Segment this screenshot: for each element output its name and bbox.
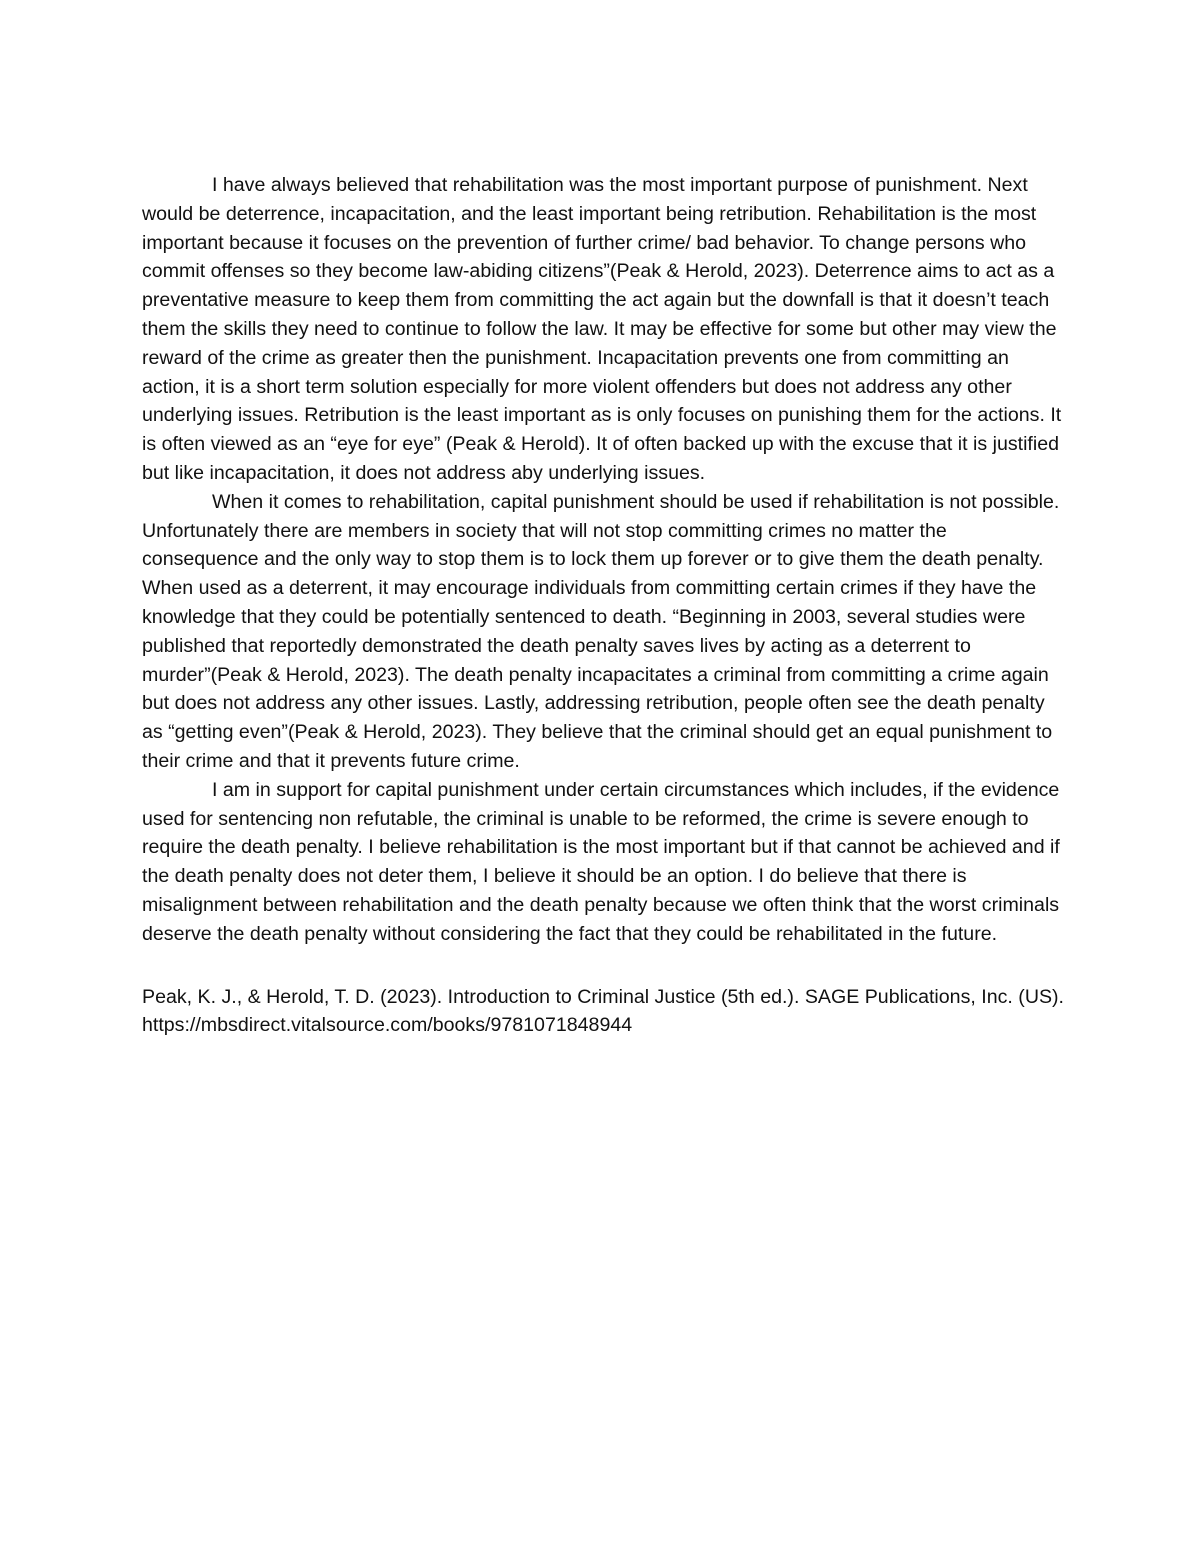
body-paragraph: I am in support for capital punishment under certain circumstances which includes, if the evidence used for sentencing non refutable, the criminal is unable to be reformed, the crime is severe enough to require the death penalty. I believe rehabilitation is the most important but if that cannot be achieved and if the death penalty does not deter them, I believe it should be an option. I do believe that there is misalignment between rehabilitation and the death penalty because we often think that the worst criminals deserve the death penalty without considering the fact that they could be rehabilitated in the future.: [142, 778, 1060, 945]
body-paragraph: I have always believed that rehabilitation was the most important purpose of punishment. Next would be deterrence, incapacitation, and the least important being retribution. Rehabilitation is the most important because it focuses on the prevention of further crime/ bad behavior. To change persons who commit offenses so they become law-abiding citizens”(Peak & Herold, 2023). Deterrence aims to act as a preventative measure to keep them from committing the act again but the downfall is that it doesn’t teach them the skills they need to continue to follow the law. It may be effective for some but other may view the reward of the crime as greater then the punishment. Incapacitation prevents one from committing an action, it is a short term solution especially for more violent offenders but does not address any other underlying issues. Retribution is the least important as is only focuses on punishing them for the actions. It is often viewed as an “eye for eye” (Peak & Herold). It of often backed up with the excuse that it is justified but like incapacitation, it does not address aby underlying issues.: [142, 174, 1062, 484]
reference-entry: Peak, K. J., & Herold, T. D. (2023). Introduction to Criminal Justice (5th ed.). SAGE Publications, Inc. (US). https://mbsdirect.vitalsource.com/books/9781071848944: [142, 985, 1065, 1037]
document-body: [142, 171, 1064, 1040]
reference-list: [142, 983, 1064, 1041]
body-paragraph: When it comes to rehabilitation, capital punishment should be used if rehabilitation is not possible. Unfortunately there are members in society that will not stop committing crimes no matter the consequence and the only way to stop them is to lock them up forever or to give them the death penalty. When used as a deterrent, it may encourage individuals from committing certain crimes if they have the knowledge that they could be potentially sentenced to death. “Beginning in 2003, several studies were published that reportedly demonstrated the death penalty saves lives by acting as a deterrent to murder”(Peak & Herold, 2023). The death penalty incapacitates a criminal from committing a crime again but does not address any other issues. Lastly, addressing retribution, people often see the death penalty as “getting even”(Peak & Herold, 2023). They believe that the criminal should get an equal punishment to their crime and that it prevents future crime.: [142, 490, 1060, 772]
